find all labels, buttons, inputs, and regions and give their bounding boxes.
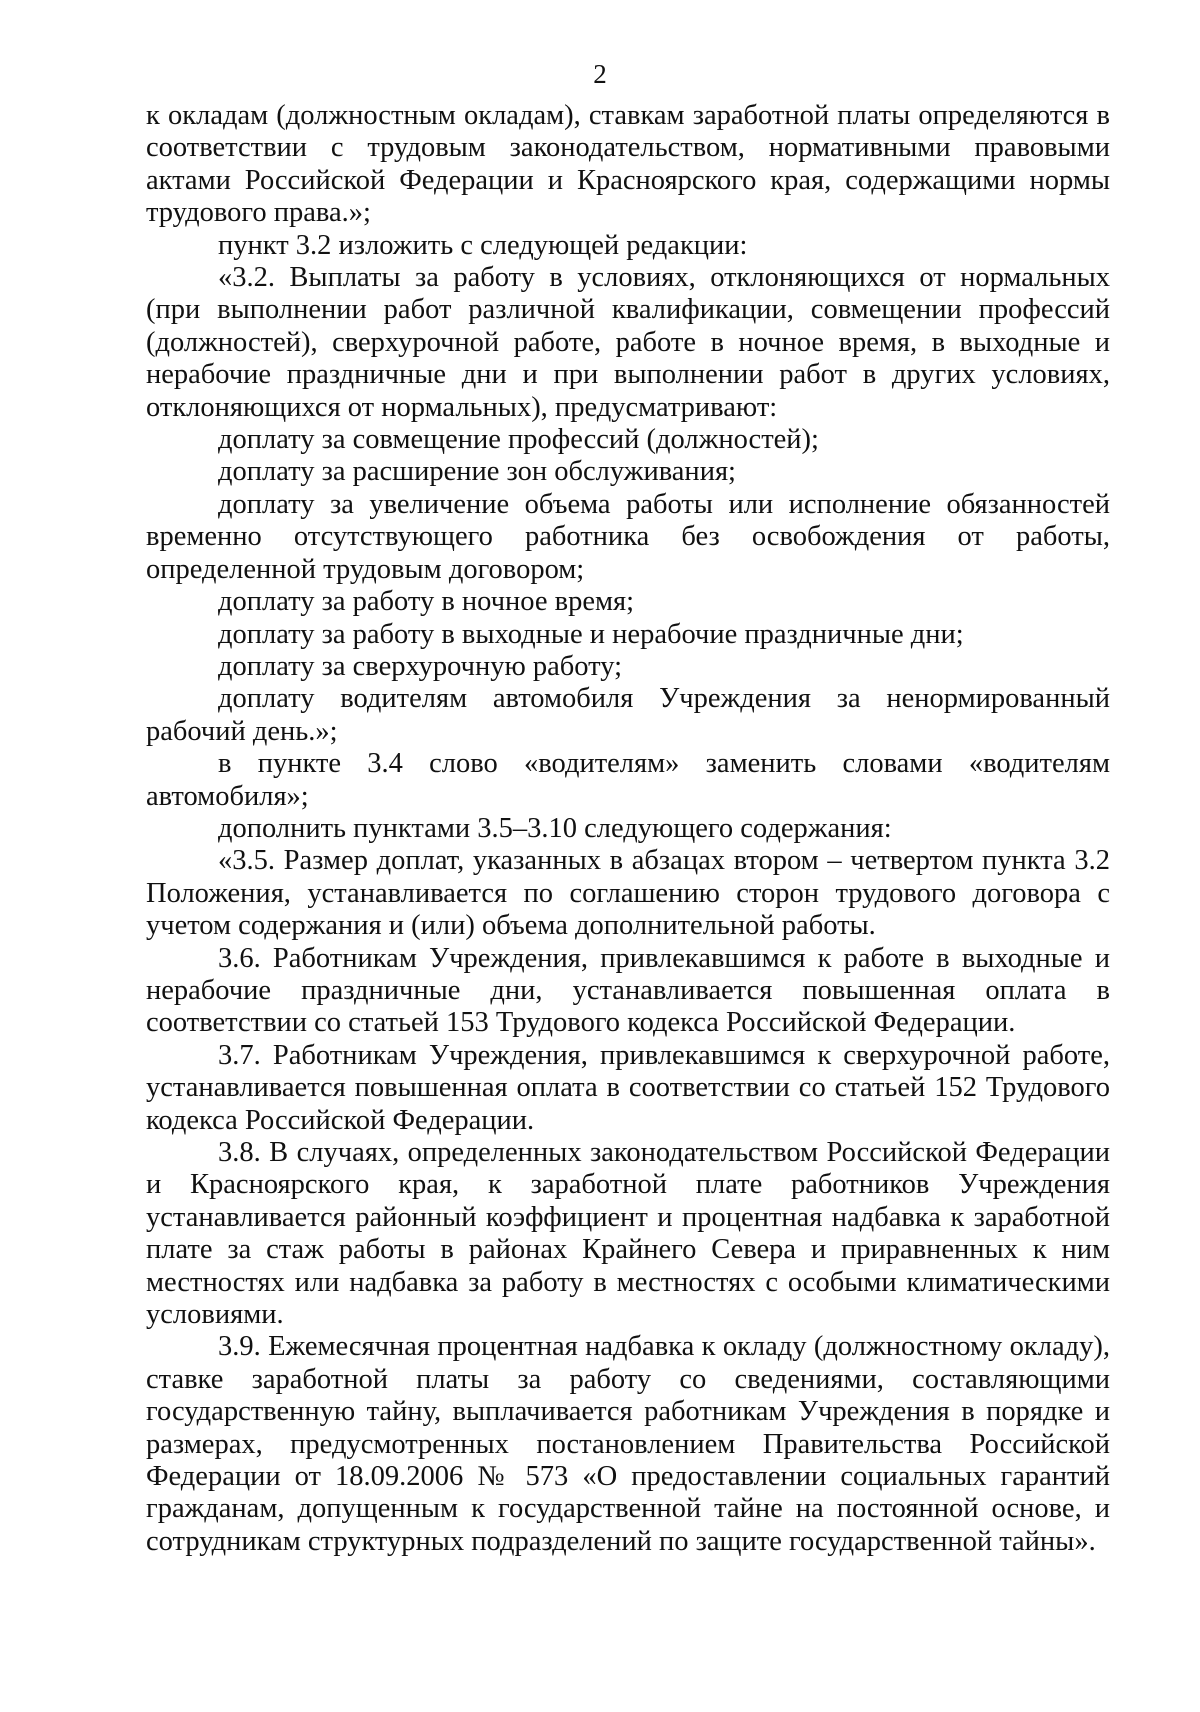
paragraph-continuation: к окладам (должностным окладам), ставкам заработной платы определяются в соответствии с трудовым законодательством, нормативными правовыми актами Российской Федерации и Красноярского края, содержащими нормы трудового права.»; (146, 100, 1110, 229)
paragraph-3-5: «3.5. Размер доплат, указанных в абзацах втором – четвертом пункта 3.2 Положения, устанавливается по соглашению сторон трудового договора с учетом содержания и (или) объема дополнительной работы. (146, 845, 1110, 942)
paragraph-3-8: 3.8. В случаях, определенных законодательством Российской Федерации и Красноярского края, к заработной плате работников Учреждения устанавливается районный коэффициент и процентная надбавка к заработной плате за стаж работы в районах Крайнего Севера и приравненных к ним местностях или надбавка за работу в местностях с особыми климатическими условиями. (146, 1137, 1110, 1331)
paragraph-3-7: 3.7. Работникам Учреждения, привлекавшимся к сверхурочной работе, устанавливается повышенная оплата в соответствии со статьей 152 Трудового кодекса Российской Федерации. (146, 1039, 1110, 1136)
paragraph-list-item: доплату за увеличение объема работы или исполнение обязанностей временно отсутствующего работника без освобождения от работы, определенной трудовым договором; (146, 488, 1110, 585)
paragraph-list-item: доплату за совмещение профессий (должностей); (218, 424, 819, 456)
paragraph-3-2: «3.2. Выплаты за работу в условиях, отклоняющихся от нормальных (при выполнении работ различной квалификации, совмещении профессий (должностей), сверхурочной работе, работе в ночное время, в выходные и нерабочие праздничные дни и при выполнении работ в других условиях, отклоняющихся от нормальных), предусматривают: (146, 262, 1110, 423)
paragraph-list-item: доплату за работу в выходные и нерабочие праздничные дни; (218, 618, 964, 650)
paragraph-list-item: доплату за расширение зон обслуживания; (218, 456, 736, 488)
paragraph-list-item: доплату водителям автомобиля Учреждения за ненормированный рабочий день.»; (146, 683, 1110, 747)
paragraph-list-item: доплату за сверхурочную работу; (218, 650, 623, 682)
page-number: 2 (593, 59, 607, 89)
document-body (146, 100, 1110, 1558)
paragraph-add-points: дополнить пунктами 3.5–3.10 следующего содержания: (218, 812, 892, 844)
paragraph-3-9: 3.9. Ежемесячная процентная надбавка к окладу (должностному окладу), ставке заработной платы за работу со сведениями, составляющими государственную тайну, выплачивается работникам Учреждения в порядке и размерах, предусмотренных постановлением Правительства Российской Федерации от 18.09.2006 № 573 «О предоставлении социальных гарантий гражданам, допущенным к государственной тайне на постоянной основе, и сотрудникам структурных подразделений по защите государственной тайны». (146, 1331, 1110, 1557)
paragraph-list-item: доплату за работу в ночное время; (218, 586, 635, 618)
paragraph-amend-3-2: пункт 3.2 изложить с следующей редакции: (218, 229, 748, 261)
paragraph-3-6: 3.6. Работникам Учреждения, привлекавшимся к работе в выходные и нерабочие праздничные дни, устанавливается повышенная оплата в соответствии со статьей 153 Трудового кодекса Российской Федерации. (146, 942, 1110, 1039)
paragraph-amend-3-4: в пункте 3.4 слово «водителям» заменить словами «водителям автомобиля»; (146, 748, 1110, 812)
